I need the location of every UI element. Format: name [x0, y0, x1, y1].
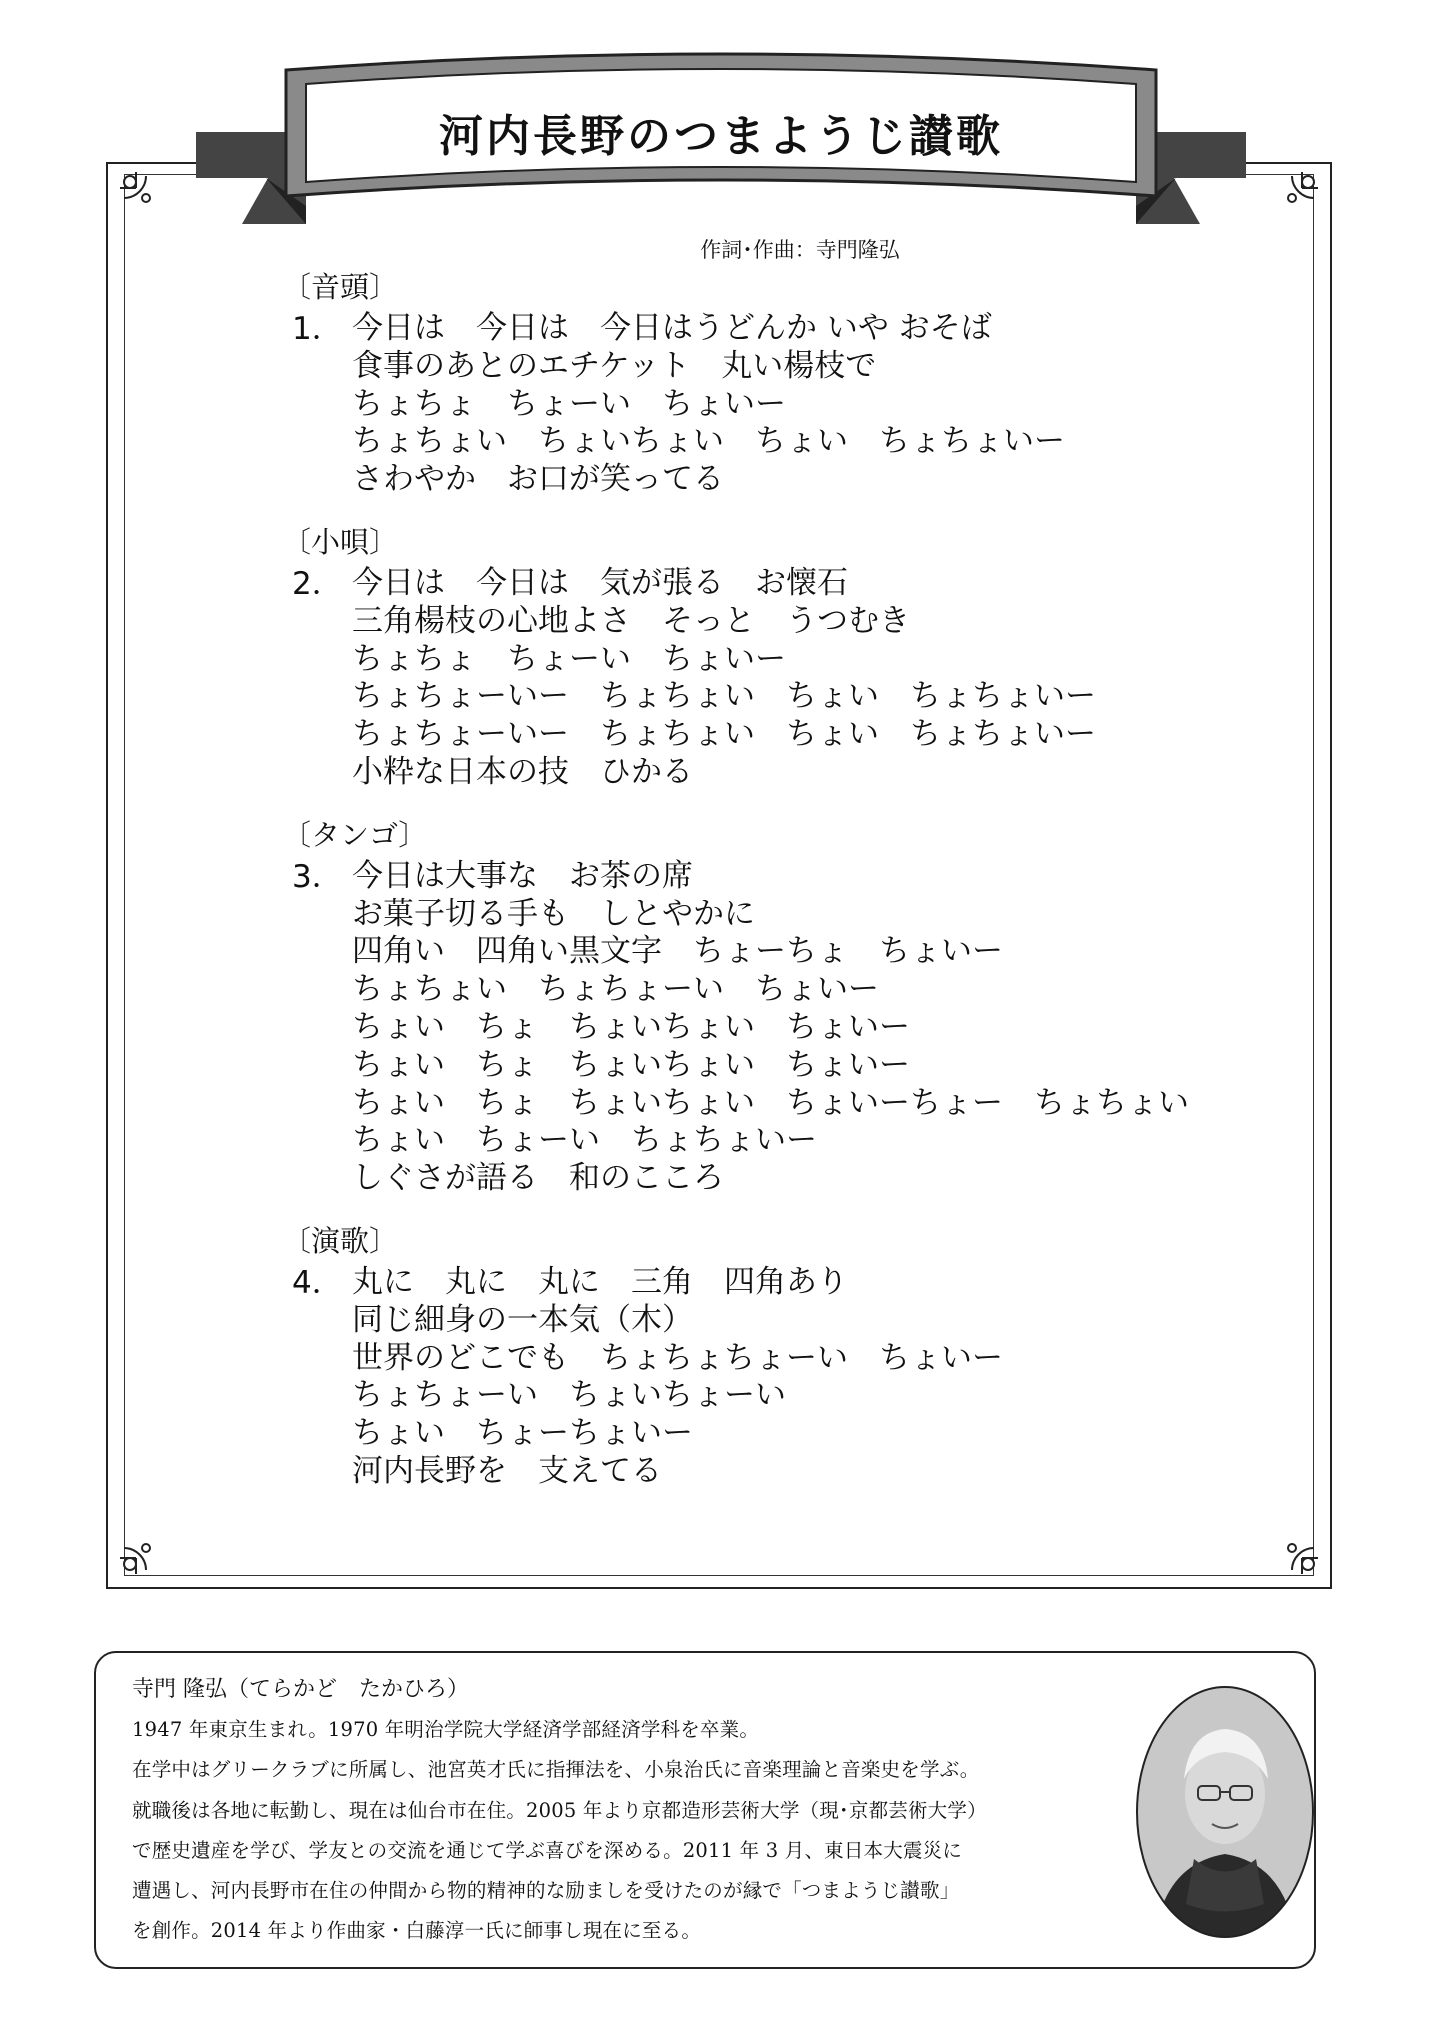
- lyric-line: 食事のあとのエチケット 丸い楊枝で: [352, 347, 877, 384]
- composer-credit: 作詞･作曲：寺門隆弘: [700, 238, 900, 262]
- lyric-line: 世界のどこでも ちょちょちょーい ちょいー: [352, 1339, 1003, 1376]
- lyrics-section: [282, 523, 1292, 792]
- lyrics-body: [282, 268, 1292, 1491]
- lyrics-section: [282, 268, 1292, 499]
- verse: [282, 1264, 1292, 1491]
- section-heading: 〔タンゴ〕: [282, 817, 428, 852]
- lyric-line: 河内長野を 支えてる: [352, 1452, 662, 1489]
- lyric-line: ちょい ちょ ちょいちょい ちょいーちょー ちょちょい: [352, 1084, 1189, 1121]
- lyric-line: ちょちょーいー ちょちょい ちょい ちょちょいー: [352, 678, 1096, 715]
- author-portrait: [1134, 1684, 1316, 1940]
- lyric-line: しぐさが語る 和のこころ: [352, 1160, 724, 1197]
- lyric-line: 同じ細身の一本気（木）: [352, 1301, 693, 1338]
- corner-ornament-icon: [1276, 1532, 1322, 1578]
- verse-number: 1．: [292, 311, 343, 347]
- author-name: 寺門 隆弘（てらかど たかひろ）: [132, 1677, 469, 1702]
- lyric-line: ちょちょ ちょーい ちょいー: [352, 640, 786, 677]
- bio-line: を創作。2014 年より作曲家・白藤淳一氏に師事し現在に至る。: [132, 1919, 702, 1943]
- section-heading: 〔演歌〕: [282, 1223, 399, 1258]
- lyric-line: ちょちょ ちょーい ちょいー: [352, 385, 786, 422]
- bio-line: 遭遇し、河内長野市在住の仲間から物的精神的な励ましを受けたのが縁で「つまようじ讃歌」: [132, 1879, 960, 1903]
- lyric-line: ちょい ちょーい ちょちょいー: [352, 1122, 817, 1159]
- bio-text: [132, 1670, 1122, 1952]
- section-heading: 〔小唄〕: [282, 524, 399, 559]
- verse-number: 2．: [292, 565, 343, 602]
- page-title: 河内長野のつまようじ讃歌: [439, 111, 1003, 162]
- title-banner: [196, 46, 1246, 246]
- lyric-line: 小粋な日本の技 ひかる: [352, 753, 693, 790]
- verse-number: 4．: [292, 1264, 343, 1301]
- lyric-line: 今日は大事な お茶の席: [352, 857, 693, 894]
- corner-ornament-icon: [116, 1532, 162, 1578]
- lyric-line: ちょちょーいー ちょちょい ちょい ちょちょいー: [352, 716, 1096, 753]
- bio-line: で歴史遺産を学び、学友との交流を通じて学ぶ喜びを深める。2011 年 3 月、東日本大震災に: [132, 1838, 963, 1862]
- bio-line: 在学中はグリークラブに所属し、池宮英才氏に指揮法を、小泉治氏に音楽理論と音楽史を学ぶ。: [132, 1758, 980, 1782]
- verse: [282, 858, 1292, 1198]
- lyric-line: さわやか お口が笑ってる: [352, 461, 724, 498]
- verse: [282, 310, 1292, 499]
- verse-number: 3．: [292, 858, 343, 895]
- lyric-line: ちょちょい ちょいちょい ちょい ちょちょいー: [352, 423, 1065, 460]
- lyric-line: 今日は 今日は 今日はうどんか いや おそば: [352, 310, 992, 346]
- bio-line: 就職後は各地に転勤し、現在は仙台市在住。2005 年より京都造形芸術大学（現･京都芸術大学）: [132, 1798, 987, 1822]
- lyric-line: ちょちょい ちょちょーい ちょいー: [352, 971, 879, 1008]
- verse: [282, 565, 1292, 792]
- lyric-line: お菓子切る手も しとやかに: [352, 895, 755, 932]
- portrait-icon: [1134, 1684, 1316, 1940]
- lyric-line: 四角い 四角い黒文字 ちょーちょ ちょいー: [352, 933, 1003, 970]
- lyric-line: 三角楊枝の心地よさ そっと うつむき: [352, 602, 910, 639]
- lyric-line: ちょい ちょ ちょいちょい ちょいー: [352, 1046, 910, 1083]
- corner-ornament-icon: [1276, 168, 1322, 214]
- lyric-line: 丸に 丸に 丸に 三角 四角あり: [352, 1263, 848, 1300]
- section-heading: 〔音頭〕: [282, 270, 399, 304]
- lyrics-section: [282, 816, 1292, 1198]
- lyric-line: ちょちょーい ちょいちょーい: [352, 1377, 786, 1414]
- bio-line: 1947 年東京生まれ。1970 年明治学院大学経済学部経済学科を卒業。: [132, 1718, 760, 1741]
- lyrics-section: [282, 1222, 1292, 1491]
- lyric-line: 今日は 今日は 気が張る お懐石: [352, 564, 848, 601]
- corner-ornament-icon: [116, 168, 162, 214]
- lyric-line: ちょい ちょーちょいー: [352, 1415, 693, 1452]
- lyric-line: ちょい ちょ ちょいちょい ちょいー: [352, 1008, 910, 1045]
